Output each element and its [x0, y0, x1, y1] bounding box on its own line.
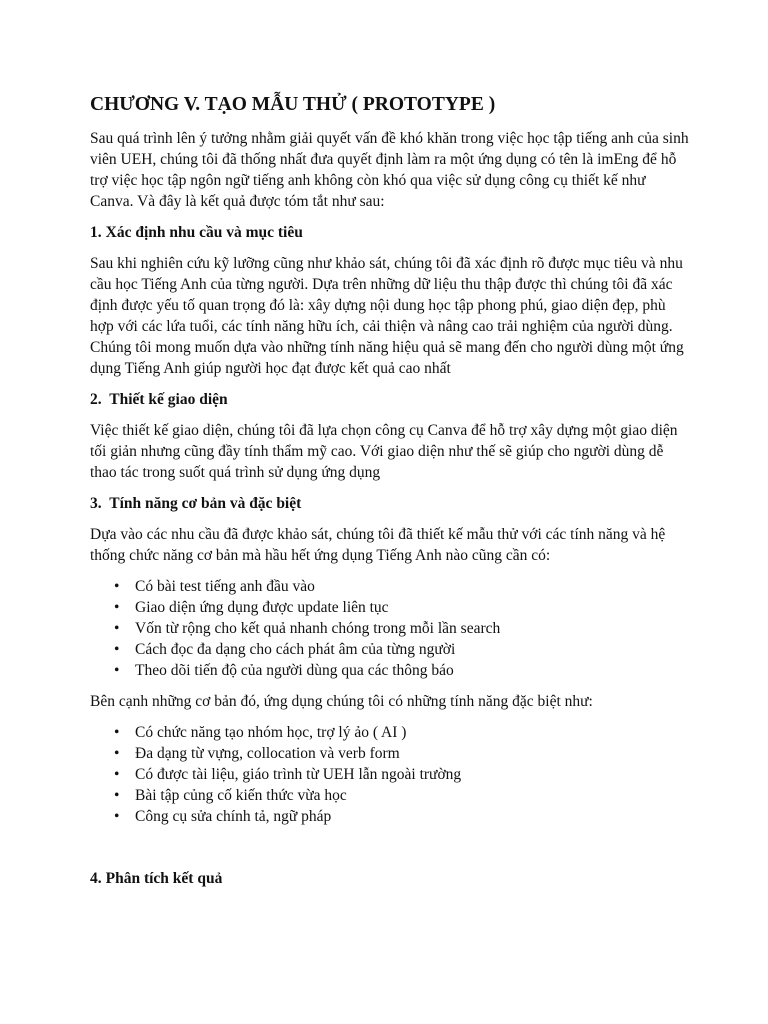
special-features-list [90, 722, 690, 827]
bullet-icon: • [114, 745, 120, 762]
section-number: 1. [90, 224, 102, 241]
list-item: • Bài tập củng cố kiến thức vừa học [114, 787, 347, 804]
bullet-icon: • [114, 578, 120, 595]
section-heading-2 [90, 389, 690, 410]
bullet-icon: • [114, 766, 120, 783]
section-number: 2. [90, 391, 102, 408]
bullet-icon: • [114, 787, 120, 804]
list-item: • Đa dạng từ vựng, collocation và verb form [114, 745, 400, 762]
section-3-paragraph: Dựa vào các nhu cầu đã được khảo sát, chúng tôi đã thiết kế mẫu thử với các tính năng và hệ thống chức năng cơ bản mà hầu hết ứng dụng Tiếng Anh nào cũng cần có: [90, 526, 666, 564]
section-heading-text: Tính năng cơ bản và đặc biệt [109, 495, 302, 512]
section-number: 3. [90, 495, 102, 512]
list-item: • Có bài test tiếng anh đầu vào [114, 578, 315, 595]
blank-line [90, 837, 690, 868]
section-heading-4 [90, 868, 690, 889]
section-heading-3 [90, 493, 690, 514]
list-item: • Theo dõi tiến độ của người dùng qua các thông báo [114, 662, 454, 679]
section-number: 4. [90, 870, 102, 887]
bullet-icon: • [114, 641, 120, 658]
list-item: • Công cụ sửa chính tả, ngữ pháp [114, 808, 332, 825]
section-2-paragraph: Việc thiết kế giao diện, chúng tôi đã lựa chọn công cụ Canva để hỗ trợ xây dựng một giao diện tối giản nhưng cũng đầy tính thẩm mỹ cao. Với giao diện như thế sẽ giúp cho người dùng dễ thao tác trong suốt quá trình sử dụng ứng dụng [90, 422, 678, 481]
bullet-icon: • [114, 724, 120, 741]
special-features-intro: Bên cạnh những cơ bản đó, ứng dụng chúng tôi có những tính năng đặc biệt như: [90, 693, 593, 710]
section-heading-text: Thiết kế giao diện [109, 391, 228, 408]
list-item: • Có chức năng tạo nhóm học, trợ lý ảo ( AI ) [114, 724, 407, 741]
list-item: • Cách đọc đa dạng cho cách phát âm của từng người [114, 641, 456, 658]
bullet-icon: • [114, 808, 120, 825]
list-item: • Vốn từ rộng cho kết quả nhanh chóng trong mỗi lần search [114, 620, 501, 637]
basic-features-list [90, 576, 690, 681]
list-item: • Có được tài liệu, giáo trình từ UEH lẫn ngoài trường [114, 766, 462, 783]
bullet-icon: • [114, 662, 120, 679]
chapter-title: CHƯƠNG V. TẠO MẪU THỬ ( PROTOTYPE ) [90, 94, 496, 115]
document-page [90, 92, 690, 899]
list-item: • Giao diện ứng dụng được update liên tục [114, 599, 389, 616]
section-heading-1 [90, 222, 690, 243]
section-heading-text: Phân tích kết quả [105, 870, 223, 887]
intro-paragraph: Sau quá trình lên ý tưởng nhằm giải quyết vấn đề khó khăn trong việc học tập tiếng anh của sinh viên UEH, chúng tôi đã thống nhất đưa quyết định làm ra một ứng dụng có tên là imEng để hỗ trợ việc học tập ngôn ngữ tiếng anh không còn khó qua việc sử dụng công cụ thiết kế như Canva. Và đây là kết quả được tóm tắt như sau: [90, 130, 689, 210]
section-heading-text: Xác định nhu cầu và mục tiêu [105, 224, 303, 241]
bullet-icon: • [114, 599, 120, 616]
section-1-paragraph: Sau khi nghiên cứu kỹ lưỡng cũng như khảo sát, chúng tôi đã xác định rõ được mục tiêu và nhu cầu học Tiếng Anh của từng người. Dựa trên những dữ liệu thu thập được thì chúng tôi đã xác định được yếu tố quan trọng đó là: xây dựng nội dung học tập phong phú, giao diện đẹp, phù hợp với các lứa tuổi, các tính năng hữu ích, cải thiện và nâng cao trải nghiệm của người dùng. Chúng tôi mong muốn dựa vào những tính năng hiệu quả sẽ mang đến cho người dùng một ứng dụng Tiếng Anh giúp người học đạt được kết quả cao nhất [90, 255, 684, 377]
bullet-icon: • [114, 620, 120, 637]
